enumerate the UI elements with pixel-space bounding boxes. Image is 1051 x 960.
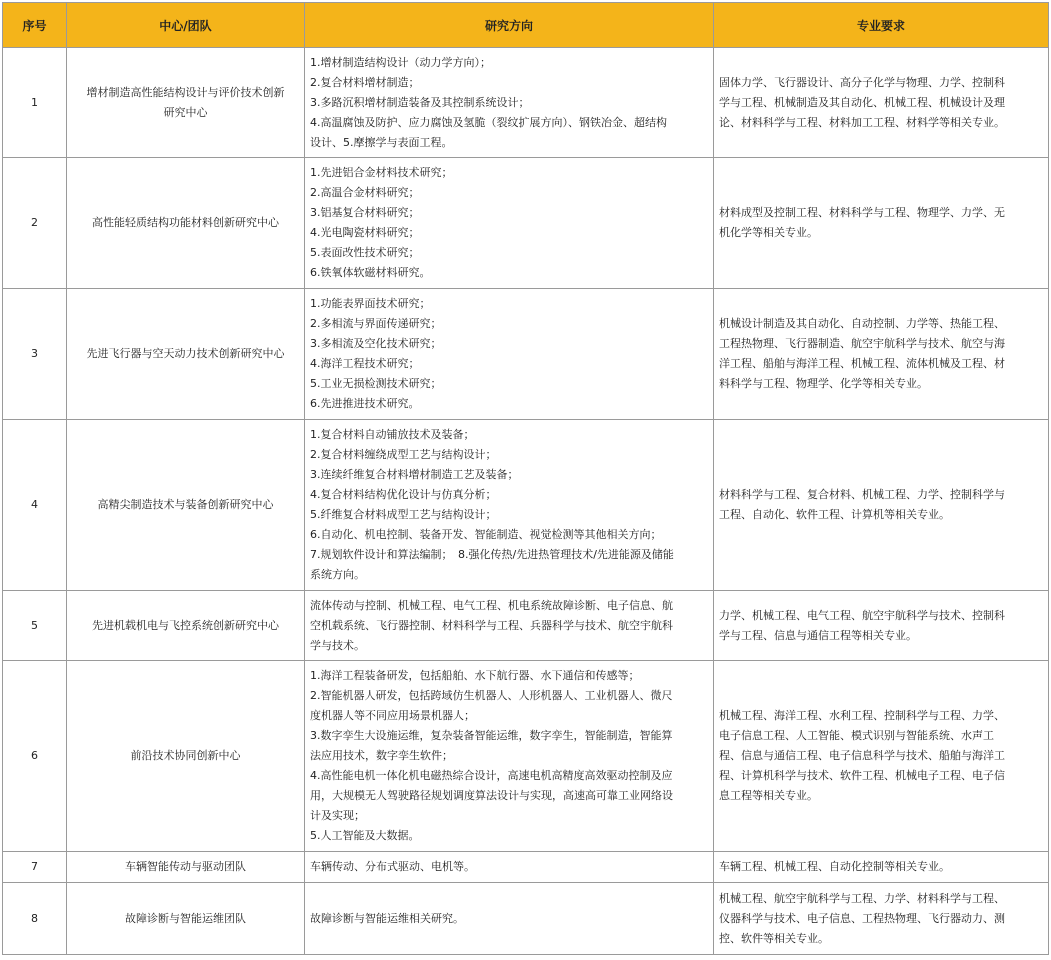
major-requirement-line: 材料科学与工程、复合材料、机械工程、力学、控制科学与 — [719, 488, 1005, 501]
major-requirement — [714, 883, 1049, 955]
research-direction-line: 1.先进铝合金材料技术研究； — [310, 166, 453, 179]
table-row — [3, 158, 1049, 289]
research-direction — [305, 289, 714, 420]
table-row — [3, 48, 1049, 158]
research-direction-line: 1.增材制造结构设计（动力学方向）； — [310, 55, 491, 69]
research-direction — [305, 48, 714, 158]
center-name — [67, 48, 305, 158]
major-requirement — [714, 661, 1049, 852]
research-direction-line: 2.智能机器人研发，包括跨域仿生机器人、人形机器人、工业机器人、微尺 — [310, 689, 673, 702]
center-name-line: 车辆智能传动与驱动团队 — [125, 860, 246, 873]
table-wrapper — [2, 2, 1049, 955]
major-requirement-line: 材料成型及控制工程、材料科学与工程、物理学、力学、无 — [719, 206, 1005, 219]
major-requirement-line: 力学、机械工程、电气工程、航空宇航科学与技术、控制科 — [719, 608, 1005, 622]
major-requirement-line: 论、材料科学与工程、材料加工工程、材料学等相关专业。 — [719, 115, 1005, 129]
research-direction-line: 1.海洋工程装备研发，包括船舶、水下航行器、水下通信和传感等； — [310, 669, 640, 682]
major-requirement-line: 工程、自动化、软件工程、计算机等相关专业。 — [719, 508, 950, 521]
research-direction-line: 1.复合材料自动铺放技术及装备； — [310, 428, 475, 441]
major-requirement-line: 仪器科学与技术、电子信息、工程热物理、飞行器动力、测 — [719, 911, 1005, 925]
table-row — [3, 852, 1049, 883]
center-name-line: 高精尖制造技术与装备创新研究中心 — [97, 498, 274, 511]
research-direction-line: 3.铝基复合材料研究； — [310, 206, 420, 219]
research-direction-line: 4.高性能电机一体化机电磁热综合设计，高速电机高精度高效驱动控制及应 — [310, 769, 673, 782]
major-requirement-line: 息工程等相关专业。 — [719, 789, 818, 802]
research-direction-line: 故障诊断与智能运维相关研究。 — [310, 911, 464, 925]
table-row — [3, 661, 1049, 852]
research-direction-line: 空机载系统、飞行器控制、材料科学与工程、兵器科学与技术、航空宇航科 — [310, 618, 673, 632]
major-requirement-line: 固体力学、飞行器设计、高分子化学与物理、力学、控制科 — [719, 75, 1005, 89]
center-name — [67, 852, 305, 883]
research-direction-line: 4.高温腐蚀及防护、应力腐蚀及氢脆（裂纹扩展方向）、钢铁冶金、超结构 — [310, 115, 667, 129]
center-name — [67, 158, 305, 289]
research-direction-line: 7.规划软件设计和算法编制； 8.强化传热/先进热管理技术/先进能源及储能 — [310, 548, 674, 561]
research-direction-line: 计及实现； — [310, 809, 365, 822]
center-name-line: 前沿技术协同创新中心 — [130, 749, 241, 762]
header-direction: 研究方向 — [305, 3, 714, 48]
research-direction-line: 流体传动与控制、机械工程、电气工程、机电系统故障诊断、电子信息、航 — [310, 598, 673, 612]
research-direction-line: 设计、5.摩擦学与表面工程。 — [310, 135, 453, 149]
major-requirement — [714, 48, 1049, 158]
table-row — [3, 883, 1049, 955]
header-requirement: 专业要求 — [714, 3, 1049, 48]
research-direction-line: 2.多相流与界面传递研究； — [310, 317, 442, 330]
table-row — [3, 591, 1049, 661]
header-index: 序号 — [3, 3, 67, 48]
row-index: 1 — [3, 48, 67, 158]
major-requirement-line: 程、计算机科学与技术、软件工程、机械电子工程、电子信 — [719, 769, 1005, 782]
research-direction-line: 6.自动化、机电控制、装备开发、智能制造、视觉检测等其他相关方向； — [310, 528, 662, 541]
major-requirement-line: 学与工程、机械制造及其自动化、机械工程、机械设计及理 — [719, 95, 1005, 109]
recruitment-table — [2, 2, 1049, 955]
research-direction-line: 度机器人等不同应用场景机器人； — [310, 709, 475, 722]
row-index: 6 — [3, 661, 67, 852]
research-direction — [305, 158, 714, 289]
table-row — [3, 420, 1049, 591]
research-direction-line: 2.高温合金材料研究； — [310, 186, 420, 199]
research-direction-line: 4.复合材料结构优化设计与仿真分析； — [310, 488, 497, 501]
research-direction — [305, 591, 714, 661]
major-requirement — [714, 289, 1049, 420]
research-direction-line: 车辆传动、分布式驱动、电机等。 — [310, 860, 475, 873]
center-name-line: 先进飞行器与空天动力技术创新研究中心 — [86, 347, 285, 360]
research-direction-line: 系统方向。 — [310, 568, 365, 581]
row-index: 8 — [3, 883, 67, 955]
research-direction-line: 2.复合材料增材制造； — [310, 75, 420, 89]
research-direction-line: 4.海洋工程技术研究； — [310, 357, 420, 370]
center-name-line: 研究中心 — [163, 105, 208, 119]
major-requirement-line: 洋工程、船舶与海洋工程、机械工程、流体机械及工程、材 — [719, 357, 1005, 370]
major-requirement — [714, 420, 1049, 591]
center-name — [67, 883, 305, 955]
table-row — [3, 289, 1049, 420]
major-requirement-line: 机械工程、航空宇航科学与工程、力学、材料科学与工程、 — [719, 891, 1005, 905]
center-name-line: 增材制造高性能结构设计与评价技术创新 — [86, 85, 285, 99]
research-direction-line: 3.连续纤维复合材料增材制造工艺及装备； — [310, 468, 519, 481]
center-name — [67, 420, 305, 591]
research-direction-line: 用，大规模无人驾驶路径规划调度算法设计与实现，高速高可靠工业网络设 — [310, 789, 673, 802]
research-direction-line: 5.工业无损检测技术研究； — [310, 377, 442, 390]
major-requirement-line: 机械设计制造及其自动化、自动控制、力学等、热能工程、 — [719, 317, 1005, 330]
row-index: 2 — [3, 158, 67, 289]
research-direction-line: 4.光电陶瓷材料研究； — [310, 226, 420, 239]
research-direction-line: 3.数字孪生大设施运维，复杂装备智能运维，数字孪生，智能制造，智能算 — [310, 729, 673, 742]
row-index: 4 — [3, 420, 67, 591]
row-index: 5 — [3, 591, 67, 661]
center-name — [67, 661, 305, 852]
major-requirement-line: 机化学等相关专业。 — [719, 226, 818, 239]
center-name — [67, 289, 305, 420]
research-direction-line: 3.多路沉积增材制造装备及其控制系统设计； — [310, 95, 530, 109]
research-direction-line: 5.表面改性技术研究； — [310, 246, 420, 259]
header-center: 中心/团队 — [67, 3, 305, 48]
research-direction-line: 6.铁氧体软磁材料研究。 — [310, 266, 431, 279]
research-direction-line: 3.多相流及空化技术研究； — [310, 337, 442, 350]
research-direction — [305, 420, 714, 591]
major-requirement-line: 车辆工程、机械工程、自动化控制等相关专业。 — [719, 860, 950, 873]
major-requirement — [714, 158, 1049, 289]
center-name-line: 故障诊断与智能运维团队 — [125, 911, 246, 925]
major-requirement-line: 电子信息工程、人工智能、模式识别与智能系统、水声工 — [719, 729, 994, 742]
row-index: 3 — [3, 289, 67, 420]
research-direction-line: 5.纤维复合材料成型工艺与结构设计； — [310, 508, 497, 521]
research-direction — [305, 852, 714, 883]
center-name-line: 高性能轻质结构功能材料创新研究中心 — [92, 216, 279, 229]
major-requirement-line: 料科学与工程、物理学、化学等相关专业。 — [719, 377, 928, 390]
research-direction-line: 学与技术。 — [310, 638, 365, 652]
research-direction-line: 6.先进推进技术研究。 — [310, 397, 420, 410]
table-header-row — [3, 3, 1049, 48]
major-requirement — [714, 852, 1049, 883]
major-requirement-line: 学与工程、信息与通信工程等相关专业。 — [719, 628, 917, 642]
center-name — [67, 591, 305, 661]
research-direction-line: 法应用技术，数字孪生软件； — [310, 749, 453, 762]
major-requirement-line: 机械工程、海洋工程、水利工程、控制科学与工程、力学、 — [719, 709, 1005, 722]
research-direction-line: 5.人工智能及大数据。 — [310, 829, 420, 842]
research-direction-line: 2.复合材料缠绕成型工艺与结构设计； — [310, 448, 497, 461]
major-requirement-line: 程、信息与通信工程、电子信息科学与技术、船舶与海洋工 — [719, 749, 1005, 762]
table-body — [3, 48, 1049, 955]
research-direction — [305, 883, 714, 955]
row-index: 7 — [3, 852, 67, 883]
major-requirement-line: 控、软件等相关专业。 — [719, 931, 829, 945]
major-requirement — [714, 591, 1049, 661]
major-requirement-line: 工程热物理、飞行器制造、航空宇航科学与技术、航空与海 — [719, 337, 1005, 350]
research-direction-line: 1.功能表界面技术研究； — [310, 297, 431, 310]
research-direction — [305, 661, 714, 852]
center-name-line: 先进机载机电与飞控系统创新研究中心 — [92, 618, 279, 632]
